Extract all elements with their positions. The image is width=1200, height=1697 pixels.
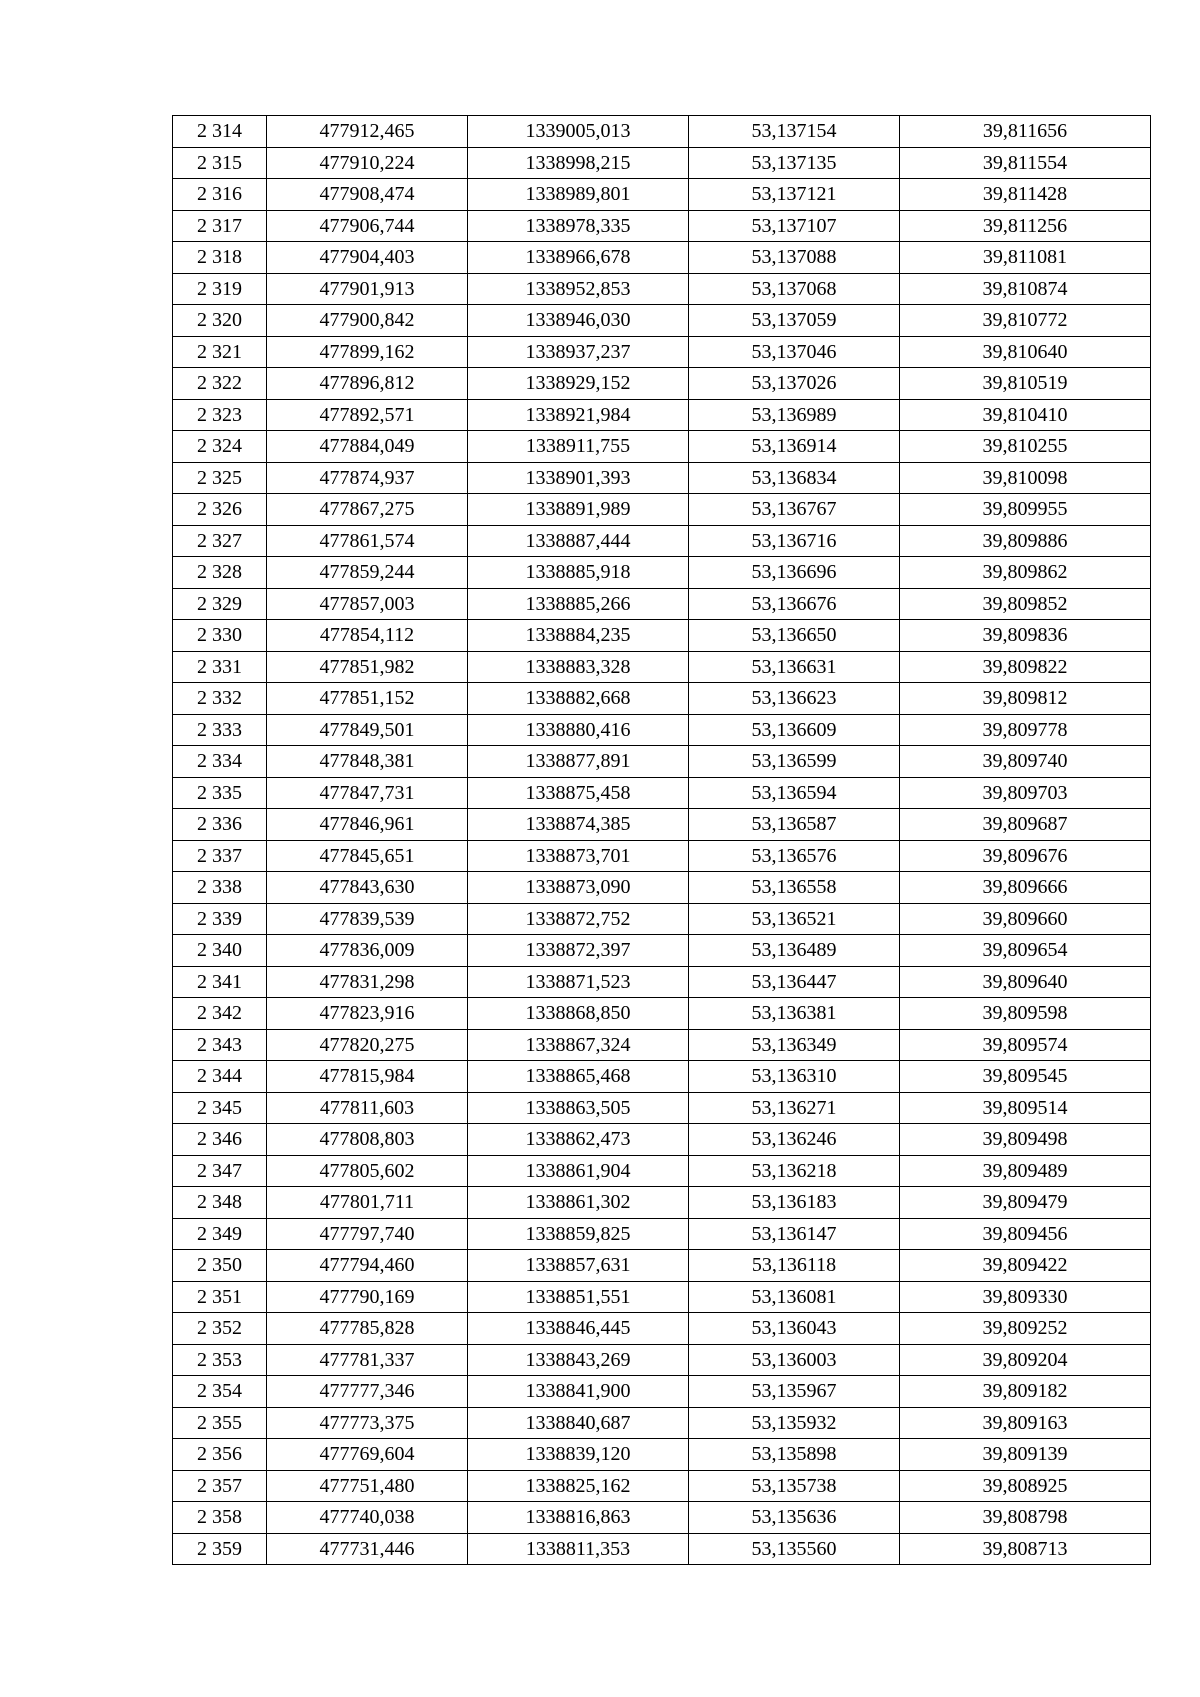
x-coordinate-cell: 477773,375 bbox=[267, 1407, 468, 1439]
point-number-cell: 2 321 bbox=[173, 336, 267, 368]
latitude-cell: 53,135932 bbox=[689, 1407, 900, 1439]
y-coordinate-cell: 1338877,891 bbox=[468, 746, 689, 778]
point-number-cell: 2 350 bbox=[173, 1250, 267, 1282]
longitude-cell: 39,809640 bbox=[900, 966, 1151, 998]
x-coordinate-cell: 477851,152 bbox=[267, 683, 468, 715]
x-coordinate-cell: 477839,539 bbox=[267, 903, 468, 935]
latitude-cell: 53,136489 bbox=[689, 935, 900, 967]
x-coordinate-cell: 477846,961 bbox=[267, 809, 468, 841]
x-coordinate-cell: 477848,381 bbox=[267, 746, 468, 778]
longitude-cell: 39,809778 bbox=[900, 714, 1151, 746]
x-coordinate-cell: 477874,937 bbox=[267, 462, 468, 494]
longitude-cell: 39,809182 bbox=[900, 1376, 1151, 1408]
longitude-cell: 39,810640 bbox=[900, 336, 1151, 368]
point-number-cell: 2 322 bbox=[173, 368, 267, 400]
latitude-cell: 53,136676 bbox=[689, 588, 900, 620]
x-coordinate-cell: 477867,275 bbox=[267, 494, 468, 526]
table-row bbox=[173, 1092, 1151, 1124]
table-row bbox=[173, 620, 1151, 652]
table-row bbox=[173, 368, 1151, 400]
y-coordinate-cell: 1338863,505 bbox=[468, 1092, 689, 1124]
x-coordinate-cell: 477797,740 bbox=[267, 1218, 468, 1250]
longitude-cell: 39,809654 bbox=[900, 935, 1151, 967]
longitude-cell: 39,809886 bbox=[900, 525, 1151, 557]
table-row bbox=[173, 777, 1151, 809]
y-coordinate-cell: 1338841,900 bbox=[468, 1376, 689, 1408]
table-row bbox=[173, 1407, 1151, 1439]
y-coordinate-cell: 1338857,631 bbox=[468, 1250, 689, 1282]
table-row bbox=[173, 840, 1151, 872]
y-coordinate-cell: 1338867,324 bbox=[468, 1029, 689, 1061]
point-number-cell: 2 358 bbox=[173, 1502, 267, 1534]
longitude-cell: 39,809574 bbox=[900, 1029, 1151, 1061]
longitude-cell: 39,809822 bbox=[900, 651, 1151, 683]
latitude-cell: 53,136609 bbox=[689, 714, 900, 746]
x-coordinate-cell: 477861,574 bbox=[267, 525, 468, 557]
table-row bbox=[173, 588, 1151, 620]
table-row bbox=[173, 714, 1151, 746]
latitude-cell: 53,136716 bbox=[689, 525, 900, 557]
y-coordinate-cell: 1338921,984 bbox=[468, 399, 689, 431]
latitude-cell: 53,137088 bbox=[689, 242, 900, 274]
longitude-cell: 39,809204 bbox=[900, 1344, 1151, 1376]
point-number-cell: 2 353 bbox=[173, 1344, 267, 1376]
longitude-cell: 39,809862 bbox=[900, 557, 1151, 589]
y-coordinate-cell: 1338873,701 bbox=[468, 840, 689, 872]
latitude-cell: 53,135967 bbox=[689, 1376, 900, 1408]
point-number-cell: 2 347 bbox=[173, 1155, 267, 1187]
table-row bbox=[173, 966, 1151, 998]
y-coordinate-cell: 1338887,444 bbox=[468, 525, 689, 557]
table-row bbox=[173, 210, 1151, 242]
longitude-cell: 39,811554 bbox=[900, 147, 1151, 179]
longitude-cell: 39,809489 bbox=[900, 1155, 1151, 1187]
longitude-cell: 39,811081 bbox=[900, 242, 1151, 274]
latitude-cell: 53,136834 bbox=[689, 462, 900, 494]
latitude-cell: 53,136989 bbox=[689, 399, 900, 431]
y-coordinate-cell: 1338871,523 bbox=[468, 966, 689, 998]
longitude-cell: 39,810874 bbox=[900, 273, 1151, 305]
longitude-cell: 39,811428 bbox=[900, 179, 1151, 211]
point-number-cell: 2 343 bbox=[173, 1029, 267, 1061]
latitude-cell: 53,137026 bbox=[689, 368, 900, 400]
longitude-cell: 39,810098 bbox=[900, 462, 1151, 494]
point-number-cell: 2 323 bbox=[173, 399, 267, 431]
x-coordinate-cell: 477805,602 bbox=[267, 1155, 468, 1187]
point-number-cell: 2 331 bbox=[173, 651, 267, 683]
longitude-cell: 39,809514 bbox=[900, 1092, 1151, 1124]
y-coordinate-cell: 1338911,755 bbox=[468, 431, 689, 463]
table-row bbox=[173, 399, 1151, 431]
x-coordinate-cell: 477847,731 bbox=[267, 777, 468, 809]
table-row bbox=[173, 1124, 1151, 1156]
table-row bbox=[173, 494, 1151, 526]
point-number-cell: 2 354 bbox=[173, 1376, 267, 1408]
point-number-cell: 2 341 bbox=[173, 966, 267, 998]
longitude-cell: 39,809812 bbox=[900, 683, 1151, 715]
y-coordinate-cell: 1338839,120 bbox=[468, 1439, 689, 1471]
longitude-cell: 39,809703 bbox=[900, 777, 1151, 809]
table-row bbox=[173, 1155, 1151, 1187]
latitude-cell: 53,136767 bbox=[689, 494, 900, 526]
x-coordinate-cell: 477808,803 bbox=[267, 1124, 468, 1156]
y-coordinate-cell: 1338884,235 bbox=[468, 620, 689, 652]
y-coordinate-cell: 1338929,152 bbox=[468, 368, 689, 400]
table-row bbox=[173, 179, 1151, 211]
latitude-cell: 53,136594 bbox=[689, 777, 900, 809]
x-coordinate-cell: 477892,571 bbox=[267, 399, 468, 431]
longitude-cell: 39,809330 bbox=[900, 1281, 1151, 1313]
point-number-cell: 2 318 bbox=[173, 242, 267, 274]
latitude-cell: 53,136043 bbox=[689, 1313, 900, 1345]
latitude-cell: 53,136587 bbox=[689, 809, 900, 841]
table-row bbox=[173, 683, 1151, 715]
longitude-cell: 39,810519 bbox=[900, 368, 1151, 400]
x-coordinate-cell: 477884,049 bbox=[267, 431, 468, 463]
latitude-cell: 53,136914 bbox=[689, 431, 900, 463]
latitude-cell: 53,137154 bbox=[689, 116, 900, 148]
y-coordinate-cell: 1338859,825 bbox=[468, 1218, 689, 1250]
y-coordinate-cell: 1338885,918 bbox=[468, 557, 689, 589]
latitude-cell: 53,137121 bbox=[689, 179, 900, 211]
table-row bbox=[173, 242, 1151, 274]
point-number-cell: 2 346 bbox=[173, 1124, 267, 1156]
longitude-cell: 39,808925 bbox=[900, 1470, 1151, 1502]
point-number-cell: 2 357 bbox=[173, 1470, 267, 1502]
longitude-cell: 39,809852 bbox=[900, 588, 1151, 620]
y-coordinate-cell: 1338901,393 bbox=[468, 462, 689, 494]
latitude-cell: 53,136599 bbox=[689, 746, 900, 778]
point-number-cell: 2 319 bbox=[173, 273, 267, 305]
table-row bbox=[173, 1439, 1151, 1471]
longitude-cell: 39,809498 bbox=[900, 1124, 1151, 1156]
longitude-cell: 39,809666 bbox=[900, 872, 1151, 904]
table-row bbox=[173, 1281, 1151, 1313]
longitude-cell: 39,809422 bbox=[900, 1250, 1151, 1282]
x-coordinate-cell: 477843,630 bbox=[267, 872, 468, 904]
longitude-cell: 39,809676 bbox=[900, 840, 1151, 872]
longitude-cell: 39,809687 bbox=[900, 809, 1151, 841]
latitude-cell: 53,136081 bbox=[689, 1281, 900, 1313]
y-coordinate-cell: 1338846,445 bbox=[468, 1313, 689, 1345]
latitude-cell: 53,136521 bbox=[689, 903, 900, 935]
longitude-cell: 39,810772 bbox=[900, 305, 1151, 337]
longitude-cell: 39,809163 bbox=[900, 1407, 1151, 1439]
table-row bbox=[173, 746, 1151, 778]
longitude-cell: 39,809660 bbox=[900, 903, 1151, 935]
table-row bbox=[173, 1376, 1151, 1408]
latitude-cell: 53,136183 bbox=[689, 1187, 900, 1219]
x-coordinate-cell: 477794,460 bbox=[267, 1250, 468, 1282]
table-row bbox=[173, 872, 1151, 904]
point-number-cell: 2 328 bbox=[173, 557, 267, 589]
latitude-cell: 53,137059 bbox=[689, 305, 900, 337]
longitude-cell: 39,810410 bbox=[900, 399, 1151, 431]
table-row bbox=[173, 1061, 1151, 1093]
y-coordinate-cell: 1338998,215 bbox=[468, 147, 689, 179]
coordinates-table-body bbox=[173, 116, 1151, 1565]
table-row bbox=[173, 651, 1151, 683]
point-number-cell: 2 327 bbox=[173, 525, 267, 557]
point-number-cell: 2 339 bbox=[173, 903, 267, 935]
y-coordinate-cell: 1338952,853 bbox=[468, 273, 689, 305]
x-coordinate-cell: 477857,003 bbox=[267, 588, 468, 620]
longitude-cell: 39,808798 bbox=[900, 1502, 1151, 1534]
x-coordinate-cell: 477781,337 bbox=[267, 1344, 468, 1376]
y-coordinate-cell: 1338966,678 bbox=[468, 242, 689, 274]
latitude-cell: 53,136310 bbox=[689, 1061, 900, 1093]
longitude-cell: 39,808713 bbox=[900, 1533, 1151, 1565]
x-coordinate-cell: 477900,842 bbox=[267, 305, 468, 337]
x-coordinate-cell: 477906,744 bbox=[267, 210, 468, 242]
y-coordinate-cell: 1338865,468 bbox=[468, 1061, 689, 1093]
table-row bbox=[173, 903, 1151, 935]
x-coordinate-cell: 477811,603 bbox=[267, 1092, 468, 1124]
latitude-cell: 53,137107 bbox=[689, 210, 900, 242]
y-coordinate-cell: 1338891,989 bbox=[468, 494, 689, 526]
latitude-cell: 53,136218 bbox=[689, 1155, 900, 1187]
x-coordinate-cell: 477801,711 bbox=[267, 1187, 468, 1219]
table-row bbox=[173, 935, 1151, 967]
x-coordinate-cell: 477845,651 bbox=[267, 840, 468, 872]
table-row bbox=[173, 1533, 1151, 1565]
x-coordinate-cell: 477831,298 bbox=[267, 966, 468, 998]
point-number-cell: 2 344 bbox=[173, 1061, 267, 1093]
x-coordinate-cell: 477751,480 bbox=[267, 1470, 468, 1502]
x-coordinate-cell: 477836,009 bbox=[267, 935, 468, 967]
latitude-cell: 53,136576 bbox=[689, 840, 900, 872]
y-coordinate-cell: 1338861,302 bbox=[468, 1187, 689, 1219]
point-number-cell: 2 315 bbox=[173, 147, 267, 179]
point-number-cell: 2 332 bbox=[173, 683, 267, 715]
longitude-cell: 39,810255 bbox=[900, 431, 1151, 463]
point-number-cell: 2 335 bbox=[173, 777, 267, 809]
y-coordinate-cell: 1338882,668 bbox=[468, 683, 689, 715]
longitude-cell: 39,809139 bbox=[900, 1439, 1151, 1471]
y-coordinate-cell: 1338868,850 bbox=[468, 998, 689, 1030]
table-row bbox=[173, 1313, 1151, 1345]
latitude-cell: 53,136447 bbox=[689, 966, 900, 998]
point-number-cell: 2 334 bbox=[173, 746, 267, 778]
y-coordinate-cell: 1338825,162 bbox=[468, 1470, 689, 1502]
y-coordinate-cell: 1338840,687 bbox=[468, 1407, 689, 1439]
latitude-cell: 53,137046 bbox=[689, 336, 900, 368]
table-row bbox=[173, 431, 1151, 463]
latitude-cell: 53,135560 bbox=[689, 1533, 900, 1565]
table-row bbox=[173, 1502, 1151, 1534]
longitude-cell: 39,811256 bbox=[900, 210, 1151, 242]
longitude-cell: 39,809598 bbox=[900, 998, 1151, 1030]
latitude-cell: 53,135898 bbox=[689, 1439, 900, 1471]
latitude-cell: 53,135636 bbox=[689, 1502, 900, 1534]
point-number-cell: 2 338 bbox=[173, 872, 267, 904]
table-row bbox=[173, 1344, 1151, 1376]
x-coordinate-cell: 477769,604 bbox=[267, 1439, 468, 1471]
y-coordinate-cell: 1338978,335 bbox=[468, 210, 689, 242]
x-coordinate-cell: 477908,474 bbox=[267, 179, 468, 211]
point-number-cell: 2 359 bbox=[173, 1533, 267, 1565]
point-number-cell: 2 325 bbox=[173, 462, 267, 494]
latitude-cell: 53,136650 bbox=[689, 620, 900, 652]
x-coordinate-cell: 477785,828 bbox=[267, 1313, 468, 1345]
y-coordinate-cell: 1338811,353 bbox=[468, 1533, 689, 1565]
y-coordinate-cell: 1338989,801 bbox=[468, 179, 689, 211]
x-coordinate-cell: 477854,112 bbox=[267, 620, 468, 652]
point-number-cell: 2 348 bbox=[173, 1187, 267, 1219]
x-coordinate-cell: 477731,446 bbox=[267, 1533, 468, 1565]
table-row bbox=[173, 557, 1151, 589]
point-number-cell: 2 333 bbox=[173, 714, 267, 746]
latitude-cell: 53,136349 bbox=[689, 1029, 900, 1061]
x-coordinate-cell: 477851,982 bbox=[267, 651, 468, 683]
table-row bbox=[173, 305, 1151, 337]
latitude-cell: 53,136003 bbox=[689, 1344, 900, 1376]
x-coordinate-cell: 477815,984 bbox=[267, 1061, 468, 1093]
table-row bbox=[173, 147, 1151, 179]
y-coordinate-cell: 1338883,328 bbox=[468, 651, 689, 683]
y-coordinate-cell: 1338874,385 bbox=[468, 809, 689, 841]
y-coordinate-cell: 1339005,013 bbox=[468, 116, 689, 148]
table-row bbox=[173, 1218, 1151, 1250]
y-coordinate-cell: 1338872,397 bbox=[468, 935, 689, 967]
x-coordinate-cell: 477904,403 bbox=[267, 242, 468, 274]
y-coordinate-cell: 1338851,551 bbox=[468, 1281, 689, 1313]
x-coordinate-cell: 477849,501 bbox=[267, 714, 468, 746]
point-number-cell: 2 314 bbox=[173, 116, 267, 148]
latitude-cell: 53,136696 bbox=[689, 557, 900, 589]
point-number-cell: 2 356 bbox=[173, 1439, 267, 1471]
longitude-cell: 39,809836 bbox=[900, 620, 1151, 652]
table-row bbox=[173, 1470, 1151, 1502]
table-row bbox=[173, 462, 1151, 494]
y-coordinate-cell: 1338816,863 bbox=[468, 1502, 689, 1534]
table-row bbox=[173, 1250, 1151, 1282]
longitude-cell: 39,809252 bbox=[900, 1313, 1151, 1345]
longitude-cell: 39,809456 bbox=[900, 1218, 1151, 1250]
point-number-cell: 2 351 bbox=[173, 1281, 267, 1313]
coordinates-table bbox=[172, 115, 1151, 1565]
y-coordinate-cell: 1338937,237 bbox=[468, 336, 689, 368]
point-number-cell: 2 355 bbox=[173, 1407, 267, 1439]
y-coordinate-cell: 1338946,030 bbox=[468, 305, 689, 337]
y-coordinate-cell: 1338872,752 bbox=[468, 903, 689, 935]
point-number-cell: 2 336 bbox=[173, 809, 267, 841]
x-coordinate-cell: 477777,346 bbox=[267, 1376, 468, 1408]
x-coordinate-cell: 477790,169 bbox=[267, 1281, 468, 1313]
point-number-cell: 2 326 bbox=[173, 494, 267, 526]
longitude-cell: 39,809740 bbox=[900, 746, 1151, 778]
y-coordinate-cell: 1338873,090 bbox=[468, 872, 689, 904]
table-row bbox=[173, 1187, 1151, 1219]
table-row bbox=[173, 525, 1151, 557]
x-coordinate-cell: 477823,916 bbox=[267, 998, 468, 1030]
longitude-cell: 39,809479 bbox=[900, 1187, 1151, 1219]
latitude-cell: 53,137068 bbox=[689, 273, 900, 305]
point-number-cell: 2 345 bbox=[173, 1092, 267, 1124]
longitude-cell: 39,811656 bbox=[900, 116, 1151, 148]
x-coordinate-cell: 477740,038 bbox=[267, 1502, 468, 1534]
table-row bbox=[173, 809, 1151, 841]
point-number-cell: 2 324 bbox=[173, 431, 267, 463]
latitude-cell: 53,137135 bbox=[689, 147, 900, 179]
table-row bbox=[173, 273, 1151, 305]
latitude-cell: 53,136271 bbox=[689, 1092, 900, 1124]
point-number-cell: 2 330 bbox=[173, 620, 267, 652]
longitude-cell: 39,809955 bbox=[900, 494, 1151, 526]
point-number-cell: 2 316 bbox=[173, 179, 267, 211]
y-coordinate-cell: 1338862,473 bbox=[468, 1124, 689, 1156]
latitude-cell: 53,136147 bbox=[689, 1218, 900, 1250]
y-coordinate-cell: 1338885,266 bbox=[468, 588, 689, 620]
latitude-cell: 53,136246 bbox=[689, 1124, 900, 1156]
latitude-cell: 53,135738 bbox=[689, 1470, 900, 1502]
y-coordinate-cell: 1338861,904 bbox=[468, 1155, 689, 1187]
table-row bbox=[173, 998, 1151, 1030]
point-number-cell: 2 342 bbox=[173, 998, 267, 1030]
table-row bbox=[173, 1029, 1151, 1061]
longitude-cell: 39,809545 bbox=[900, 1061, 1151, 1093]
point-number-cell: 2 340 bbox=[173, 935, 267, 967]
latitude-cell: 53,136381 bbox=[689, 998, 900, 1030]
table-row bbox=[173, 116, 1151, 148]
latitude-cell: 53,136118 bbox=[689, 1250, 900, 1282]
latitude-cell: 53,136623 bbox=[689, 683, 900, 715]
point-number-cell: 2 349 bbox=[173, 1218, 267, 1250]
y-coordinate-cell: 1338880,416 bbox=[468, 714, 689, 746]
x-coordinate-cell: 477912,465 bbox=[267, 116, 468, 148]
point-number-cell: 2 337 bbox=[173, 840, 267, 872]
point-number-cell: 2 317 bbox=[173, 210, 267, 242]
latitude-cell: 53,136631 bbox=[689, 651, 900, 683]
point-number-cell: 2 352 bbox=[173, 1313, 267, 1345]
table-row bbox=[173, 336, 1151, 368]
y-coordinate-cell: 1338843,269 bbox=[468, 1344, 689, 1376]
x-coordinate-cell: 477899,162 bbox=[267, 336, 468, 368]
x-coordinate-cell: 477901,913 bbox=[267, 273, 468, 305]
x-coordinate-cell: 477896,812 bbox=[267, 368, 468, 400]
x-coordinate-cell: 477859,244 bbox=[267, 557, 468, 589]
point-number-cell: 2 329 bbox=[173, 588, 267, 620]
x-coordinate-cell: 477820,275 bbox=[267, 1029, 468, 1061]
point-number-cell: 2 320 bbox=[173, 305, 267, 337]
latitude-cell: 53,136558 bbox=[689, 872, 900, 904]
y-coordinate-cell: 1338875,458 bbox=[468, 777, 689, 809]
x-coordinate-cell: 477910,224 bbox=[267, 147, 468, 179]
